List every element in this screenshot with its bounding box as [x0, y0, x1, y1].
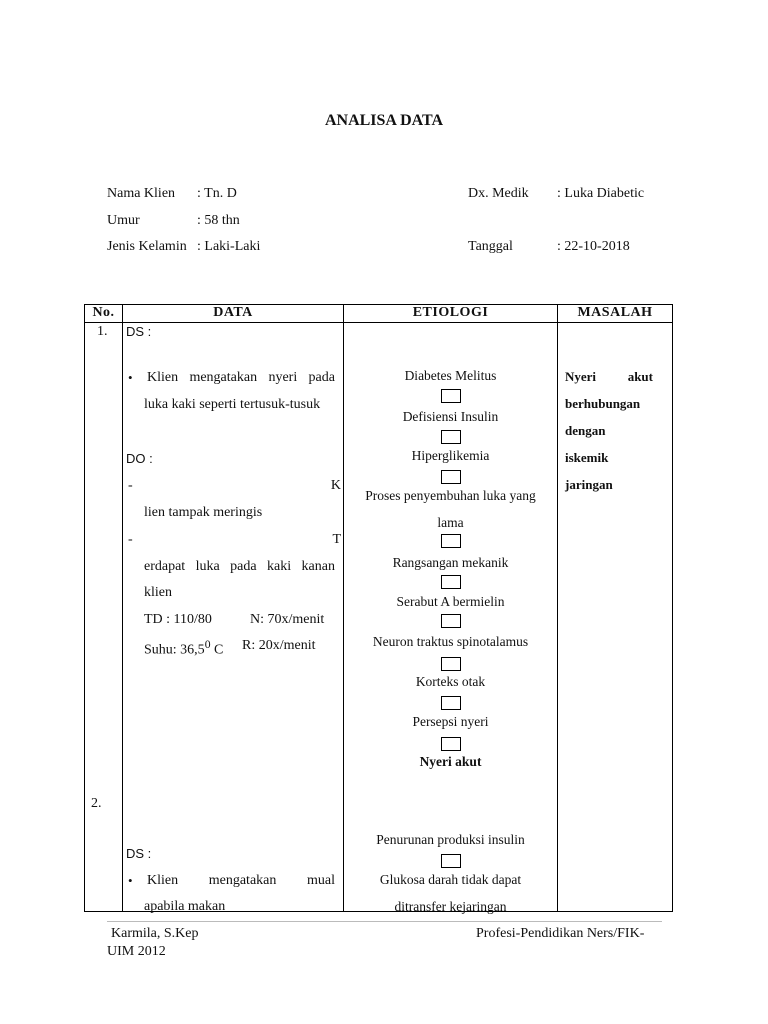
footer-institution: UIM 2012: [107, 944, 166, 959]
row1-ds-line2: luka kaki seperti tertusuk-tusuk: [144, 397, 321, 412]
etiologi-item: Penurunan produksi insulin: [376, 832, 525, 847]
etiologi-item: Serabut A bermielin: [396, 594, 505, 609]
word: akut: [627, 369, 653, 384]
dx-medik-label: Dx. Medik: [468, 186, 529, 201]
word: mengatakan: [208, 873, 277, 888]
row1-ds-label: DS :: [126, 324, 152, 339]
row1-suhu: [144, 638, 223, 659]
footer-divider: [107, 921, 662, 922]
flow-arrow-box: [441, 614, 461, 628]
word: Nyeri: [565, 369, 597, 384]
row1-respirasi: R: 20x/menit: [242, 638, 316, 653]
row1-ds-line1: [147, 370, 335, 386]
header-etiologi: ETIOLOGI: [344, 305, 558, 323]
word: nyeri: [268, 370, 298, 385]
dx-medik-value: : Luka Diabetic: [557, 186, 645, 201]
etiologi-cell: [344, 323, 558, 912]
row1-number: 1.: [97, 324, 108, 339]
table-row: [85, 323, 673, 912]
suhu-degree: 0: [204, 638, 211, 651]
masalah-line: berhubungan: [565, 396, 641, 411]
suhu-value: Suhu: 36,5: [144, 642, 205, 658]
flow-arrow-box: [441, 657, 461, 671]
suhu-unit: C: [210, 642, 224, 658]
etiologi-item: Glukosa darah tidak dapat: [379, 872, 522, 887]
word: Klien: [147, 873, 179, 888]
row1-ds-bullet: •: [128, 370, 133, 385]
flow-arrow-box: [441, 430, 461, 444]
footer-author: Karmila, S.Kep: [111, 926, 199, 941]
flow-arrow-box: [441, 470, 461, 484]
word: pada: [308, 370, 335, 385]
word: mengatakan: [189, 370, 258, 385]
table-header-row: [85, 305, 673, 323]
etiologi-item: Korteks otak: [415, 674, 486, 689]
row1-do-dash2: -: [128, 532, 133, 547]
etiologi-item: Hiperglikemia: [411, 448, 490, 463]
etiologi-item: Persepsi nyeri: [412, 714, 489, 729]
flow-arrow-box: [441, 854, 461, 868]
row1-nadi: N: 70x/menit: [250, 612, 325, 627]
row1-td: TD : 110/80: [144, 612, 212, 627]
etiologi-item: Defisiensi Insulin: [402, 409, 499, 424]
no-cell: [85, 323, 123, 912]
masalah-line: dengan: [565, 423, 606, 438]
row1-do-k: K: [330, 478, 341, 493]
masalah-text: [565, 363, 653, 498]
masalah-line: jaringan: [565, 477, 613, 492]
word: kaki: [267, 559, 292, 574]
flow-arrow-box: [441, 737, 461, 751]
data-cell: [123, 323, 344, 912]
tanggal-label: Tanggal: [468, 239, 513, 254]
analisa-table: [84, 304, 673, 912]
masalah-line: iskemik: [565, 450, 609, 465]
umur-label: Umur: [107, 213, 140, 228]
etiologi-conclusion: Nyeri akut: [419, 754, 482, 769]
word: kanan: [301, 559, 335, 574]
flow-arrow-box: [441, 389, 461, 403]
nama-klien-value: : Tn. D: [197, 186, 237, 201]
header-no: No.: [85, 305, 123, 323]
etiologi-item: lama: [437, 515, 464, 530]
row2-number: 2.: [91, 796, 102, 811]
flow-arrow-box: [441, 534, 461, 548]
row2-ds-line1: [147, 873, 335, 889]
flow-arrow-box: [441, 575, 461, 589]
header-masalah: MASALAH: [558, 305, 673, 323]
flow-arrow-box: [441, 696, 461, 710]
umur-value: : 58 thn: [197, 213, 240, 228]
row1-do-line1: lien tampak meringis: [144, 505, 263, 520]
row1-do-line3: klien: [144, 585, 172, 600]
tanggal-value: : 22-10-2018: [557, 239, 630, 254]
word: erdapat: [144, 559, 186, 574]
word: Klien: [147, 370, 179, 385]
row2-ds-line2: apabila makan: [144, 899, 226, 914]
header-data: DATA: [123, 305, 344, 323]
masalah-cell: [558, 323, 673, 912]
etiologi-item: Rangsangan mekanik: [392, 555, 509, 570]
masalah-line: [565, 363, 653, 390]
page-title: ANALISA DATA: [324, 112, 444, 129]
etiologi-item: ditransfer kejaringan: [394, 899, 507, 914]
row1-do-label: DO :: [126, 451, 153, 466]
jenis-kelamin-value: : Laki-Laki: [197, 239, 261, 254]
row1-do-t: T: [332, 532, 341, 547]
row1-do-dash1: -: [128, 478, 133, 493]
word: luka: [195, 559, 220, 574]
word: mual: [307, 873, 335, 888]
word: pada: [230, 559, 257, 574]
row2-ds-bullet: •: [128, 873, 133, 888]
row2-ds-label: DS :: [126, 846, 152, 861]
etiologi-item: Neuron traktus spinotalamus: [372, 634, 529, 649]
jenis-kelamin-label: Jenis Kelamin: [107, 239, 187, 254]
row1-do-line2: [144, 559, 335, 575]
nama-klien-label: Nama Klien: [107, 186, 176, 201]
etiologi-item: Proses penyembuhan luka yang: [365, 488, 536, 503]
footer-program: Profesi-Pendidikan Ners/FIK-: [476, 926, 645, 941]
etiologi-item: Diabetes Melitus: [404, 368, 497, 383]
